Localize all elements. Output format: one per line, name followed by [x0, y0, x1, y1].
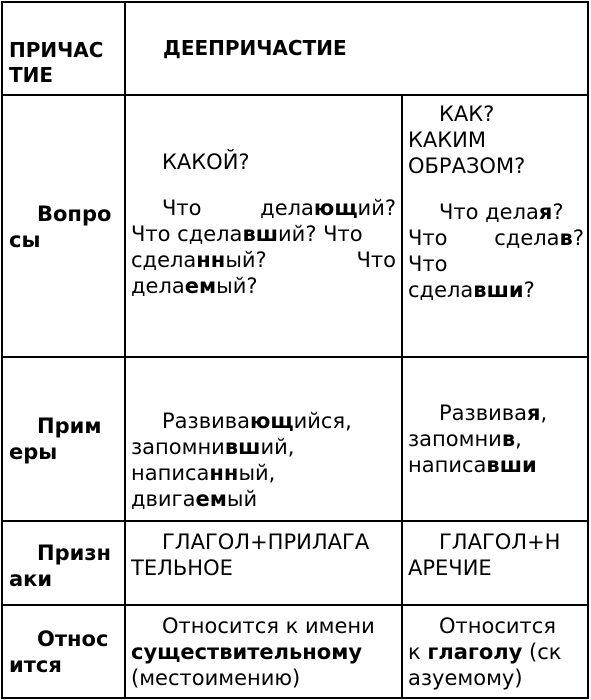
gerund-signs-line2: АРЕЧИЕ	[408, 556, 492, 580]
gerund-question-title1: КАК?	[439, 102, 495, 126]
row-label-examples	[9, 413, 123, 465]
gerund-ex2-mark: ,	[515, 427, 522, 451]
participle-ex3-suffix: нн	[209, 461, 239, 485]
row-label-relates	[9, 626, 123, 678]
participle-question-line1	[131, 195, 396, 221]
gerund-q2-suffix: в	[559, 226, 573, 250]
gerund-relates-line2	[408, 639, 584, 665]
row-divider-signs	[1, 604, 589, 606]
gerund-relates-line3: азуемому)	[408, 666, 523, 690]
participle-example-line1	[162, 408, 396, 434]
row-label-questions-line2: сы	[9, 228, 41, 252]
table-border-left	[1, 1, 3, 699]
participle-q3-stem: сдела	[131, 248, 197, 272]
gerund-ex1-mark: ,	[540, 401, 548, 425]
participle-signs-line1: ГЛАГОЛ+ПРИЛАГА	[162, 530, 370, 554]
gerund-relates-prep: к	[408, 640, 428, 664]
gerund-question-line1	[439, 199, 584, 225]
participle-relates-line3: (местоимению)	[131, 666, 301, 690]
header-participle-line1: ПРИЧАС	[9, 38, 104, 62]
gerund-q2-stem: сдела	[494, 226, 560, 250]
row-label-relates-line1: Относ	[37, 627, 109, 651]
participle-q3-ending: ый?	[225, 248, 267, 272]
gerund-q2-word2	[494, 225, 584, 251]
gerund-q1-stem: Что дела	[439, 200, 539, 224]
gerund-example-line3	[408, 452, 584, 478]
gerund-ex3-suffix: вши	[486, 453, 537, 477]
participle-ex1-stem: Развива	[162, 409, 250, 433]
participle-ex1-ending: ийся,	[293, 409, 352, 433]
gerund-signs-line1: ГЛАГОЛ+Н	[439, 530, 561, 554]
row-divider-questions	[1, 356, 589, 358]
gerund-question-title2: КАКИМ	[408, 128, 487, 152]
participle-example-line3	[131, 460, 396, 486]
participle-example-line2	[131, 434, 396, 460]
row-label-signs	[9, 540, 123, 592]
gerund-questions	[408, 101, 584, 303]
gerund-relates-line1: Относится	[439, 614, 556, 638]
header-participle-line2: ТИЕ	[9, 63, 54, 87]
participle-ex4-suffix: ем	[195, 487, 227, 511]
participle-q1-suffix: ющ	[313, 196, 358, 220]
participle-q3-suffix: нн	[196, 248, 226, 272]
column-divider-label	[124, 1, 126, 699]
table-border-top	[1, 1, 589, 3]
participle-signs-line2: ТЕЛЬНОЕ	[131, 556, 233, 580]
gerund-q2-mark: ?	[572, 226, 584, 250]
participle-q4-ending: ый?	[216, 274, 258, 298]
gerund-relates-paren: (ск	[522, 640, 562, 664]
gerund-q4-stem: сдела	[408, 278, 474, 302]
participle-relates-line2: существительному	[131, 640, 363, 664]
gerund-example-line1	[439, 400, 584, 426]
gerund-question-line2	[408, 225, 584, 251]
participle-q2-stem: Что сдела	[131, 222, 243, 246]
participle-relates-line1: Относится к имени	[162, 614, 375, 638]
participle-ex1-suffix: ющ	[249, 409, 294, 433]
participle-q1-word1: Что	[162, 196, 202, 220]
participle-ex2-ending: ий,	[260, 435, 295, 459]
participle-q2-ending: ий? Что	[278, 222, 363, 246]
header-gerund: ДЕЕПРИЧАСТИЕ	[163, 36, 347, 60]
gerund-ex1-suffix: я	[526, 401, 541, 425]
participle-q2-suffix: вш	[242, 222, 279, 246]
gerund-question-line4	[408, 277, 584, 303]
participle-question-line3	[131, 247, 396, 273]
participle-relates	[131, 613, 396, 691]
participle-signs	[131, 529, 396, 581]
participle-example-line4	[131, 486, 396, 512]
participle-q1-ending: ий?	[357, 196, 396, 220]
gerund-ex2-stem: запомни	[408, 427, 502, 451]
gerund-question-line3: Что	[408, 252, 448, 276]
participle-q4-stem: дела	[131, 274, 185, 298]
gerund-example-line2	[408, 426, 584, 452]
gerund-relates-verb: глаголу	[427, 640, 523, 664]
gerund-q4-suffix: вши	[473, 278, 524, 302]
row-label-questions-line1: Вопро	[37, 202, 112, 226]
header-participle	[9, 38, 121, 88]
participle-ex3-stem: написа	[131, 461, 210, 485]
participle-q3-word2: Что	[356, 248, 396, 272]
column-divider-gerund	[401, 95, 403, 699]
participle-ex4-stem: двига	[131, 487, 196, 511]
participle-question-line4	[131, 273, 396, 299]
gerund-ex1-stem: Развива	[439, 401, 527, 425]
gerund-signs	[408, 529, 584, 581]
row-divider-header	[1, 94, 589, 96]
gerund-ex3-stem: написа	[408, 453, 487, 477]
participle-q1-word2	[260, 195, 396, 221]
gerund-q4-mark: ?	[523, 278, 535, 302]
participle-examples	[131, 408, 396, 512]
row-label-questions	[9, 201, 123, 253]
row-divider-examples	[1, 520, 589, 522]
participle-question-title: КАКОЙ?	[162, 150, 250, 174]
table-border-bottom	[1, 697, 589, 699]
gerund-question-title3: ОБРАЗОМ?	[408, 154, 526, 178]
participle-ex2-stem: запомни	[131, 435, 225, 459]
gerund-q2-word1: Что	[408, 226, 448, 250]
participle-q4-suffix: ем	[184, 274, 217, 298]
gerund-q1-suffix: я	[538, 200, 553, 224]
participle-ex3-ending: ый,	[238, 461, 276, 485]
participle-ex2-suffix: вш	[224, 435, 261, 459]
gerund-examples	[408, 400, 584, 478]
row-label-signs-line2: аки	[9, 567, 53, 591]
participle-ex4-ending: ый	[226, 487, 258, 511]
table-border-right	[587, 1, 589, 699]
gerund-ex2-suffix: в	[501, 427, 516, 451]
row-label-examples-line2: еры	[9, 440, 58, 464]
gerund-relates	[408, 613, 584, 691]
gerund-q1-mark: ?	[552, 200, 564, 224]
participle-question-line2	[131, 221, 396, 247]
participle-q1-stem: дела	[260, 196, 314, 220]
participle-q3-word1	[131, 247, 267, 273]
row-label-signs-line1: Призн	[37, 541, 112, 565]
row-label-relates-line2: ится	[9, 653, 62, 677]
row-label-examples-line1: Прим	[37, 414, 102, 438]
participle-questions	[131, 149, 396, 299]
